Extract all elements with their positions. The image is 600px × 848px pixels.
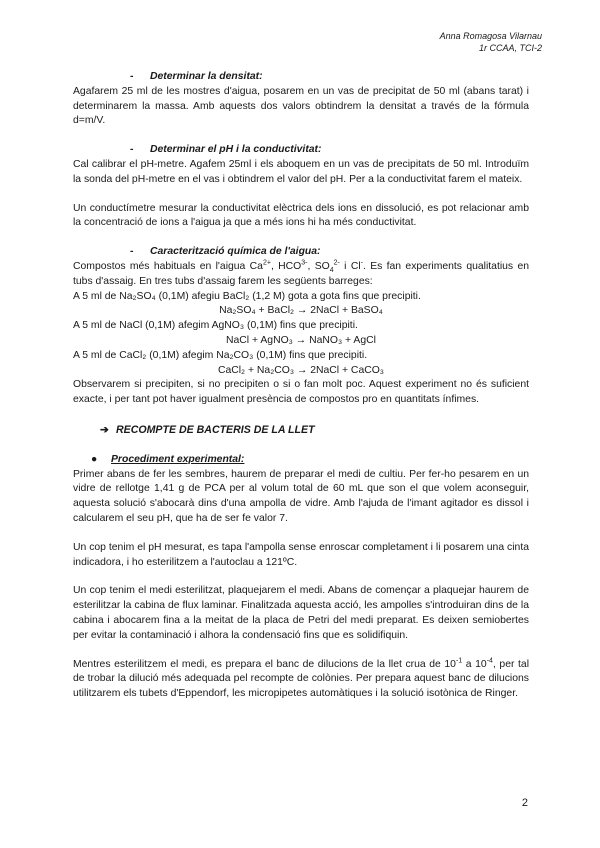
heading-procediment: ● Procediment experimental: (73, 453, 529, 468)
paragraph-densitat: Agafarem 25 ml de les mostres d'aigua, posarem en un vas de precipitat de 50 ml (abans tarat) i determinarem la massa. Amb aquests dos valors obtindrem la densitat a través de la fórmula d=m/V. (73, 85, 529, 127)
mixture-1: A 5 ml de Na₂SO₄ (0,1M) afegiu BaCl₂ (1,2 M) gota a gota fins que precipiti. (73, 290, 421, 302)
paragraph-plaquejar: Un cop tenim el medi esterilitzat, plaquejarem el medi. Abans de començar a plaquejar haurem de esterilitzar la cabina de flux laminar. Finalitzada aquesta acció, les ampolles s'introduiran dins de la cabina i abocarem fina a la meitat de la placa de Petri del medi preparat. Es deixen semiobertes per evitar la contaminació i alhora la condensació fins que es solidifiquin. (73, 585, 529, 641)
paragraph-medi-cultiu: Primer abans de fer les sembres, haurem de preparar el medi de cultiu. Per fer-ho pesarem en un vidre de rellotge 1,41 g de PCA per al volum total de 60 mL que son el que volem aconseguir, aquesta solució s'abocarà dins d'una ampolla de vidre. Amb l'ajuda de l'imant agitador es dissol i calcularem el seu pH, que ha de ser fe valor 7. (73, 468, 529, 524)
heading-ph: - Determinar el pH i la conductivitat: (130, 144, 322, 156)
arrow-icon: ➔ (100, 423, 109, 436)
heading-densitat: - Determinar la densitat: (130, 71, 263, 82)
heading-recompte: ➔ RECOMPTE DE BACTERIS DE LA LLET (100, 423, 315, 436)
page-number: 2 (521, 797, 528, 809)
paragraph-dilucions: Mentres esterilitzem el medi, es prepara el banc de dilucions de la llet crua de $10^{-1}$ a $10^{-4}$, per tal de trobar la dilució més adequada pel recompte de colònies. Per prepara aquest banc de dilucions utilitzarem els tubets d'Eppendorf, les micropipetes automàtiques i la solució isotònica de Ringer. (73, 657, 529, 700)
header-course: 1r CCAA, TCI-2 (478, 43, 542, 53)
equation-2: NaCl + AgNO₃ → NaNO₃ + AgCl (226, 334, 376, 346)
page-header (440, 30, 542, 54)
heading-quimica: - Caracterització química de l'aigua: (130, 246, 321, 258)
mixture-2: A 5 ml de NaCl (0,1M) afegim AgNO₃ (0,1M) fins que precipiti. (73, 320, 358, 332)
equation-3: CaCl₂ + Na₂CO₃ → 2NaCl + CaCO₃ (217, 364, 385, 376)
bullet-icon: ● (91, 453, 98, 465)
paragraph-conductimetre: Un conductímetre mesurar la conductivitat elèctrica dels ions en dissolució, es pot relacionar amb la concentració de ions a l'aigua ja que a més ions hi ha més conductivitat. (73, 202, 529, 229)
equation-1: Na₂SO₄ + BaCl₂ → 2NaCl + BaSO₄ (219, 305, 383, 317)
paragraph-ph: Cal calibrar el pH-metre. Agafem 25ml i els aboquem en un vas de precipitats de 50 ml. Introduïm la sonda del pH-metre en el vas i obtindrem el valor del pH. Per a la conductivitat farem el mateix. (73, 158, 529, 185)
mixture-3: A 5 ml de CaCl₂ (0,1M) afegim Na₂CO₃ (0,1M) fins que precipiti. (73, 349, 368, 361)
header-author: Anna Romagosa Vilarnau (439, 31, 542, 41)
paragraph-compostos: Compostos més habituals en l'aigua $Ca^{2+}$, $HCO^{3-}$, $SO_4^{2-}$ i Cl-. Es fan experiments qualitatius en tubs d'assaig. En tres tubs d'assaig farem les següents barreges: (73, 259, 529, 287)
paragraph-observacio: Observarem si precipiten, si no precipiten o si o fan molt poc. Aquest experiment no és suficient exacte, i per tant pot haver igualment presència de compostos pro en quantitats ínfimes. (73, 379, 529, 406)
paragraph-autoclau: Un cop tenim el pH mesurat, es tapa l'ampolla sense enroscar completament i li posarem una cinta indicadora, i ho esterilitzem a l'autoclau a 121ºC. (73, 541, 529, 568)
document-body (73, 70, 529, 702)
